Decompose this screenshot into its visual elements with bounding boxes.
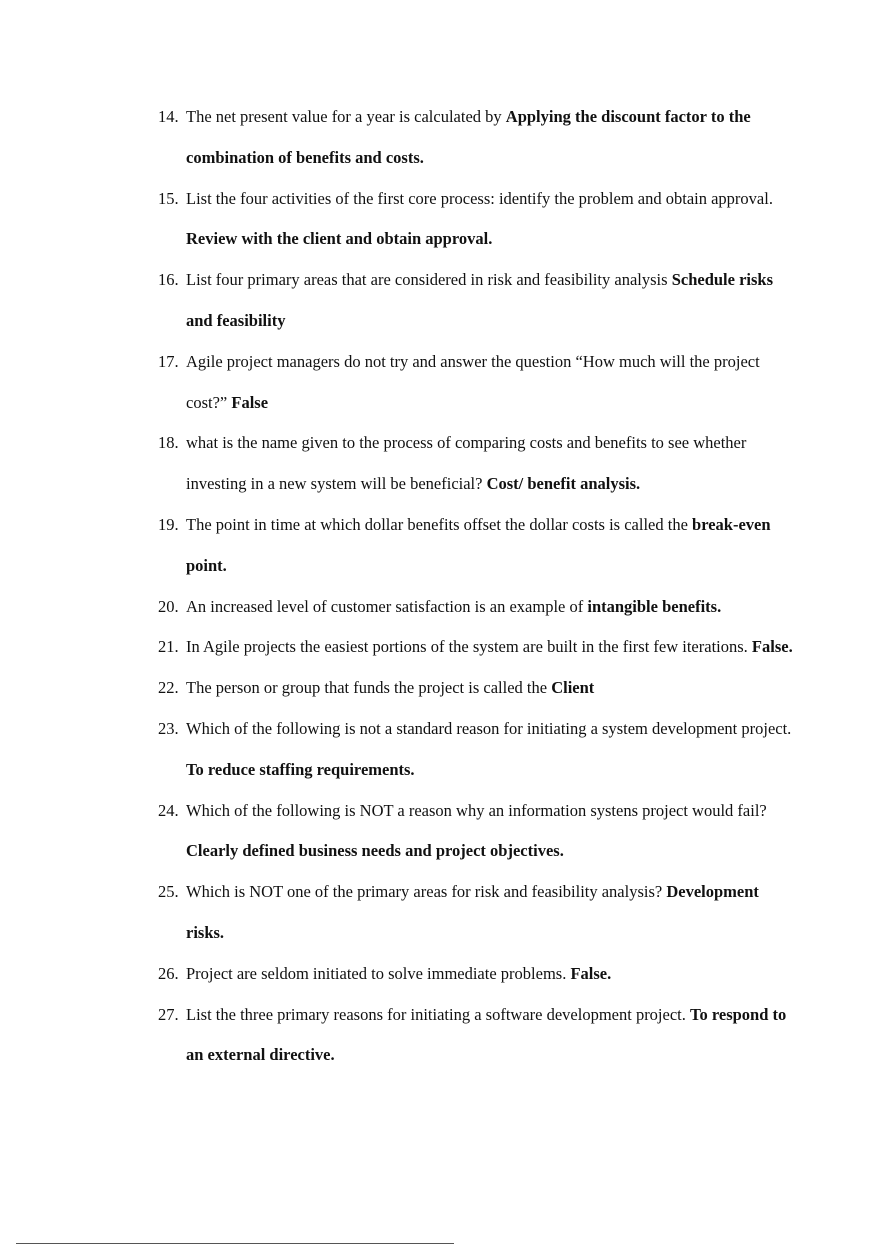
question-text: An increased level of customer satisfaction is an example of [186,596,588,616]
answer-text: Development risks. [186,882,759,942]
list-item [158,587,798,628]
item-number: 20. [158,596,179,616]
item-number: 16. [158,270,179,290]
item-number: 19. [158,514,179,534]
question-text: Agile project managers do not try and answer the question “How much will the project cost?” [186,351,760,412]
list-item [158,627,798,668]
item-number: 21. [158,637,179,657]
answer-text: False. [751,637,793,657]
question-text: List four primary areas that are considered in risk and feasibility analysis [186,270,672,290]
list-item [158,97,798,179]
question-text: Project are seldom initiated to solve immediate problems. [186,963,571,983]
list-item [158,709,798,791]
answer-text: False [231,392,269,412]
question-text: what is the name given to the process of comparing costs and benefits to see whether investing in a new system will be beneficial? [186,433,747,494]
question-text: List the three primary reasons for initiating a software development project. [186,1004,690,1024]
item-number: 23. [158,718,179,738]
list-item [158,954,798,995]
item-number: 14. [158,107,179,126]
answer-text: To reduce staffing requirements. [186,759,415,779]
item-number: 22. [158,678,179,698]
item-number: 24. [158,800,179,820]
item-number: 17. [158,351,179,371]
question-text: The point in time at which dollar benefits offset the dollar costs is called the [186,514,693,534]
list-item [158,179,798,261]
answer-text: To respond to an external directive. [186,1004,787,1065]
question-text: Which is NOT one of the primary areas for risk and feasibility analysis? [186,882,667,902]
answer-text: break-even point. [186,514,771,575]
item-number: 18. [158,433,179,453]
answer-text: Clearly defined business needs and project objectives. [186,841,564,861]
list-item [158,342,798,424]
item-number: 27. [158,1004,179,1024]
answer-text: Cost/ benefit analysis. [486,474,641,494]
question-text: Which of the following is NOT a reason why an information systens project would fail? [186,800,767,820]
list-item [158,995,798,1077]
list-item [158,505,798,587]
question-list [158,97,798,1076]
footnote-divider [16,1243,454,1244]
item-number: 26. [158,963,179,983]
question-text: Which of the following is not a standard reason for initiating a system development project. [186,718,792,738]
list-item [158,791,798,873]
answer-text: Schedule risks and feasibility [186,270,773,330]
answer-text: Applying the discount factor to the combination of benefits and costs. [186,107,751,167]
question-text: The person or group that funds the project is called the [186,678,552,698]
list-item [158,872,798,954]
question-text: The net present value for a year is calculated by [186,107,506,126]
list-item [158,260,798,342]
answer-text: False. [570,963,612,983]
question-text: In Agile projects the easiest portions of the system are built in the first few iterations. [186,637,752,657]
answer-text: Client [551,678,595,698]
question-text: List the four activities of the first core process: identify the problem and obtain approval. [186,188,773,208]
list-item [158,668,798,709]
item-number: 25. [158,882,179,902]
item-number: 15. [158,188,179,208]
list-item [158,423,798,505]
answer-text: intangible benefits. [587,596,722,616]
answer-text: Review with the client and obtain approval. [186,229,493,249]
